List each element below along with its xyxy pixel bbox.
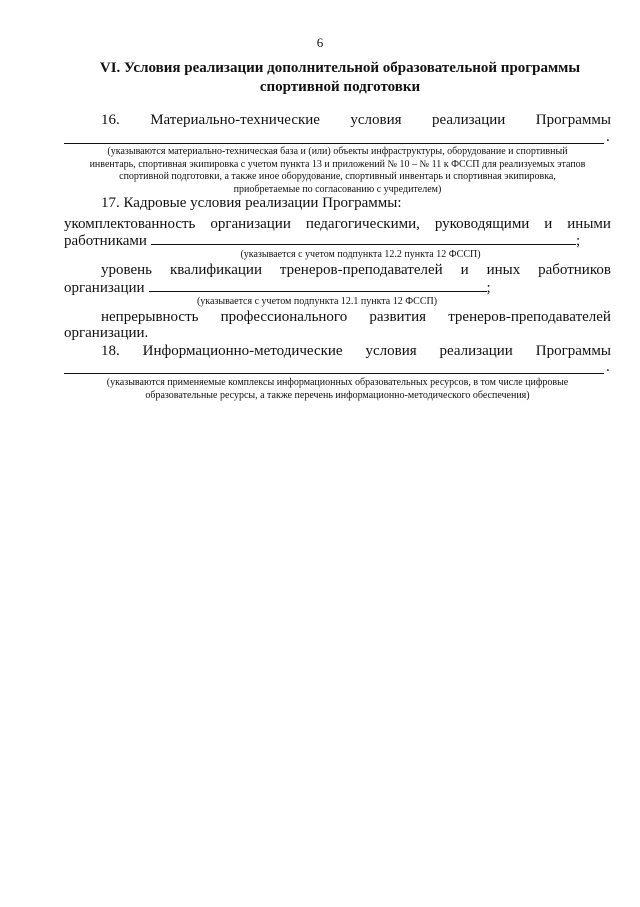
qualification-label: организации	[64, 280, 145, 296]
item-16-end-punct: .	[606, 129, 610, 145]
staffing-label: работниками	[64, 233, 147, 249]
qualification-word: иных	[486, 262, 521, 278]
section-heading-line-2: спортивной подготовки	[259, 79, 421, 95]
item-18-word: Информационно-методические	[142, 343, 343, 359]
item-16-note-line-2: инвентарь, спортивная экипировка с учетом пункта 13 и приложений № 10 – № 11 к ФССП для реализуемых этапов	[89, 158, 586, 170]
item-16-word: реализации	[431, 112, 506, 128]
qualification-word: уровень	[101, 262, 153, 278]
item-16-line	[101, 112, 611, 129]
qualification-fill-line	[149, 279, 487, 292]
staffing-word: иными	[567, 216, 611, 232]
item-18-word: условия	[365, 343, 417, 359]
item-18-word: реализации	[439, 343, 513, 359]
item-16-note-line-4: приобретаемые по согласованию с учредителем)	[233, 183, 442, 195]
qualification-word: и	[460, 262, 469, 278]
staffing-fill-line	[151, 232, 576, 245]
staffing-word: педагогическими,	[305, 216, 420, 232]
staffing-word: организации	[210, 216, 291, 232]
development-line	[101, 309, 611, 326]
item-18-note-line-1: (указываются применяемые комплексы информационных образовательных ресурсов, в том числе цифровые	[106, 377, 569, 388]
staffing-word: укомплектованность	[64, 216, 196, 232]
item-16-note-line-3: спортивной подготовки, а также иное оборудование, спортивный инвентарь и спортивная экипировка,	[119, 171, 556, 182]
qualification-word: работников	[538, 262, 611, 278]
staffing-note: (указывается с учетом подпункта 12.2 пункта 12 ФССП)	[240, 249, 481, 260]
qualification-fill-row	[64, 279, 491, 297]
item-16-fill-line	[64, 143, 604, 144]
staffing-punct: ;	[575, 233, 581, 249]
section-heading-line-1: VI. Условия реализации дополнительной образовательной программы	[99, 60, 581, 76]
item-18-number: 18.	[101, 343, 120, 359]
item-18-fill-line	[64, 373, 604, 374]
staffing-line	[64, 216, 611, 233]
qualification-word: тренеров-преподавателей	[279, 262, 443, 278]
qualification-note: (указывается с учетом подпункта 12.1 пункта 12 ФССП)	[196, 296, 438, 307]
development-word: развития	[369, 309, 427, 325]
item-16-word: Программы	[535, 112, 611, 128]
item-16-note-line-1: (указываются материально-техническая база и (или) объекты инфраструктуры, оборудование и спортивный	[107, 146, 568, 157]
qualification-line	[101, 262, 611, 279]
item-18-word: Программы	[535, 343, 611, 359]
item-17-title: 17. Кадровые условия реализации Программы:	[101, 195, 402, 211]
page-number: 6	[316, 35, 324, 50]
development-word: профессионального	[220, 309, 348, 325]
item-18-end-punct: .	[606, 359, 610, 375]
development-line-2: организации.	[64, 325, 149, 341]
development-word: непрерывность	[101, 309, 199, 325]
qualification-word: квалификации	[169, 262, 262, 278]
development-word: тренеров-преподавателей	[448, 309, 611, 325]
item-18-note-line-2: образовательные ресурсы, а также перечень информационно-методического обеспечения)	[145, 389, 530, 401]
item-18-line	[101, 343, 611, 360]
item-16-word: Материально-технические	[150, 112, 320, 128]
item-16-word: условия	[350, 112, 402, 128]
staffing-fill-row	[64, 232, 580, 250]
staffing-word: и	[544, 216, 553, 232]
qualification-punct: ;	[486, 280, 491, 296]
staffing-word: руководящими	[434, 216, 530, 232]
item-16-number: 16.	[101, 112, 120, 128]
